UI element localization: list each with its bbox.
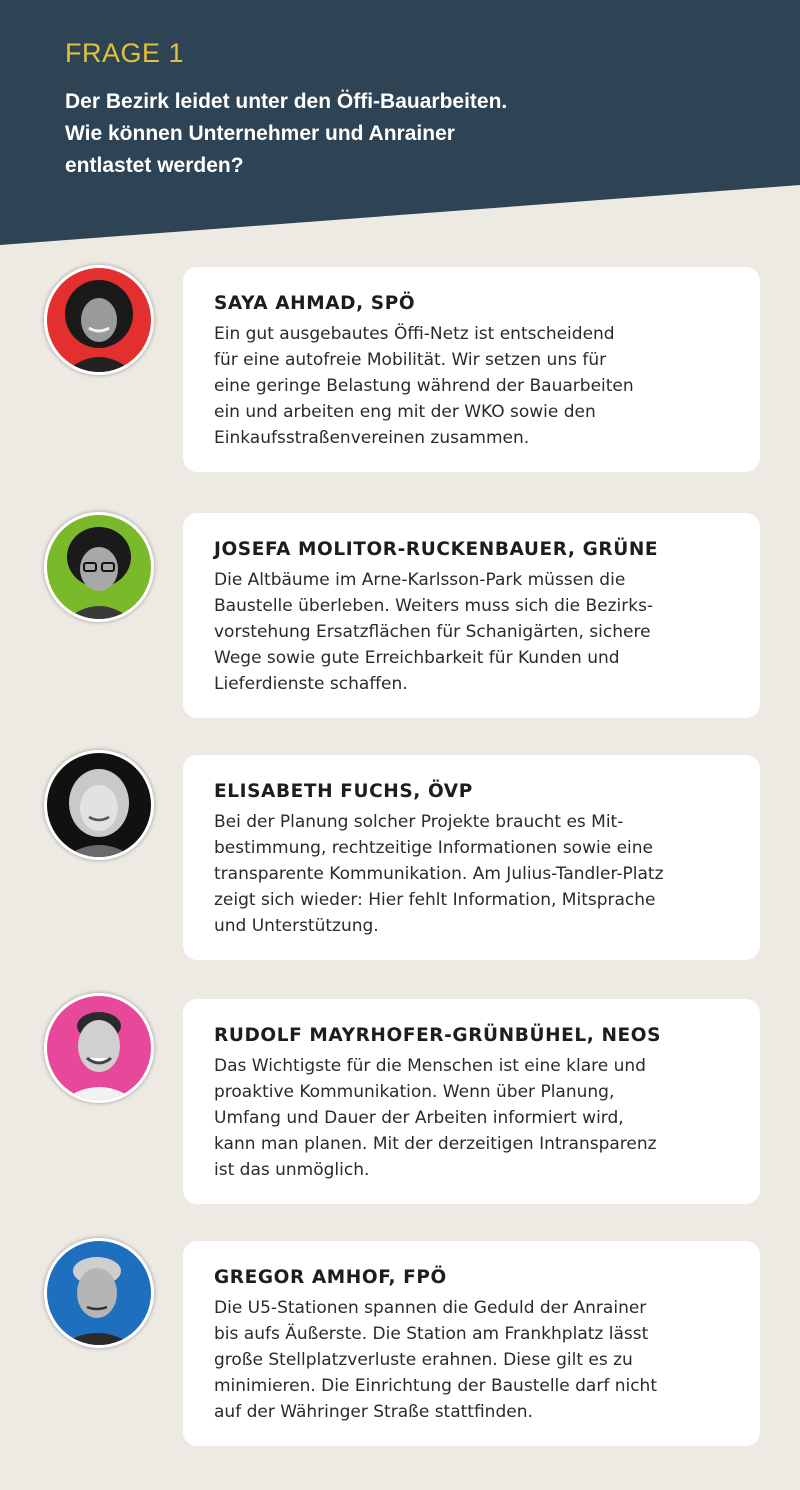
question-line: Der Bezirk leidet unter den Öffi-Bauarbeiten.: [65, 90, 508, 113]
answer-line: Das Wichtigste für die Menschen ist eine klare und: [214, 1056, 646, 1076]
answer-line: vorstehung Ersatzflächen für Schanigärten, sichere: [214, 622, 651, 642]
answer-line: kann man planen. Mit der derzeitigen Intransparenz: [214, 1134, 657, 1154]
answer-line: ist das unmöglich.: [214, 1160, 370, 1180]
answer-line: bis aufs Äußerste. Die Station am Frankhplatz lässt: [214, 1324, 649, 1344]
answer-line: proaktive Kommunikation. Wenn über Planung,: [214, 1082, 615, 1102]
candidate-name: RUDOLF MAYRHOFER-GRÜNBÜHEL, NEOS: [214, 1025, 662, 1046]
answer-line: ein und arbeiten eng mit der WKO sowie den: [214, 402, 596, 422]
portrait-woman-curly-icon: [47, 268, 151, 372]
candidate-name: SAYA AHMAD, SPÖ: [214, 293, 416, 314]
answer-line: zeigt sich wieder: Hier fehlt Information, Mitsprache: [214, 890, 656, 910]
answer-card: [183, 755, 760, 960]
portrait-woman-glasses-icon: [47, 515, 151, 619]
answer-line: Umfang und Dauer der Arbeiten informiert wird,: [214, 1108, 624, 1128]
candidate-name: ELISABETH FUCHS, ÖVP: [214, 781, 473, 802]
answer-card: [183, 999, 760, 1204]
avatar: [44, 265, 154, 375]
answer-line: Ein gut ausgebautes Öffi-Netz ist entscheidend: [214, 324, 615, 344]
answer-line: für eine autofreie Mobilität. Wir setzen uns für: [214, 350, 607, 370]
answer-entry-mayrhofer: [0, 993, 800, 1203]
avatar: [44, 993, 154, 1103]
answer-line: Baustelle überleben. Weiters muss sich die Bezirks-: [214, 596, 654, 616]
answer-entry-fuchs: [0, 750, 800, 960]
answer-line: bestimmung, rechtzeitige Informationen sowie eine: [214, 838, 653, 858]
answer-line: Bei der Planung solcher Projekte braucht es Mit-: [214, 812, 624, 832]
answer-entry-amhof: [0, 1238, 800, 1448]
answer-card: [183, 1241, 760, 1446]
portrait-woman-blonde-icon: [47, 753, 151, 857]
answer-line: Lieferdienste schaffen.: [214, 674, 408, 694]
answer-line: auf der Währinger Straße stattfinden.: [214, 1402, 533, 1422]
answer-line: Die U5-Stationen spannen die Geduld der Anrainer: [214, 1298, 647, 1318]
answer-line: Wege sowie gute Erreichbarkeit für Kunden und: [214, 648, 620, 668]
answer-card: [183, 513, 760, 718]
answer-entry-molitor: [0, 510, 800, 720]
portrait-man-short-hair-icon: [47, 996, 151, 1100]
answer-line: und Unterstützung.: [214, 916, 379, 936]
candidate-name: JOSEFA MOLITOR-RUCKENBAUER, GRÜNE: [214, 539, 659, 560]
answer-line: transparente Kommunikation. Am Julius-Tandler-Platz: [214, 864, 664, 884]
answer-line: große Stellplatzverluste erahnen. Diese gilt es zu: [214, 1350, 633, 1370]
avatar: [44, 512, 154, 622]
question-line: entlastet werden?: [65, 154, 244, 177]
answer-line: Einkaufsstraßenvereinen zusammen.: [214, 428, 530, 448]
answer-entry-ahmad: [0, 265, 800, 475]
candidate-name: GREGOR AMHOF, FPÖ: [214, 1267, 447, 1288]
answer-line: minimieren. Die Einrichtung der Baustelle darf nicht: [214, 1376, 657, 1396]
answer-line: Die Altbäume im Arne-Karlsson-Park müssen die: [214, 570, 626, 590]
portrait-man-grey-hair-icon: [47, 1241, 151, 1345]
avatar: [44, 750, 154, 860]
answer-line: eine geringe Belastung während der Bauarbeiten: [214, 376, 634, 396]
answer-card: [183, 267, 760, 472]
question-title: [65, 86, 625, 182]
avatar: [44, 1238, 154, 1348]
question-line: Wie können Unternehmer und Anrainer: [65, 122, 455, 145]
question-kicker: FRAGE 1: [65, 38, 185, 68]
